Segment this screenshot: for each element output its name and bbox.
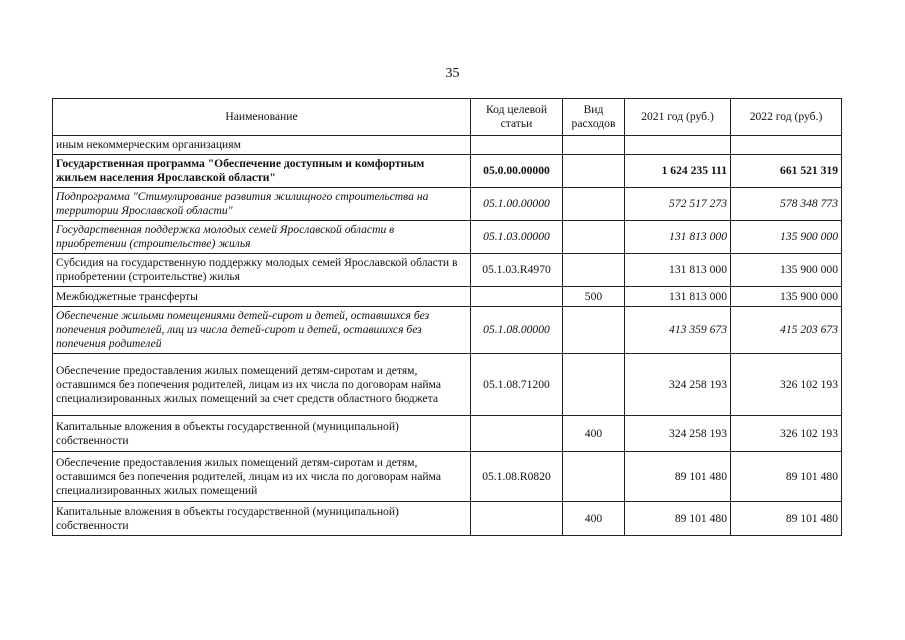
table-row [53, 188, 842, 221]
table-row [53, 416, 842, 452]
row-2021-cell: 131 813 000 [625, 287, 731, 307]
table-row [53, 136, 842, 155]
row-2021-cell [625, 136, 731, 155]
header-2021: 2021 год (руб.) [625, 99, 731, 136]
row-2022-cell: 89 101 480 [731, 502, 842, 536]
header-kind: Вид расходов [563, 99, 625, 136]
row-kind-cell: 500 [563, 287, 625, 307]
row-code-cell: 05.1.08.00000 [471, 307, 563, 354]
row-code-cell: 05.1.00.00000 [471, 188, 563, 221]
row-2022-cell: 578 348 773 [731, 188, 842, 221]
row-2021-cell: 324 258 193 [625, 354, 731, 416]
row-name-cell: Обеспечение предоставления жилых помещений детям-сиротам и детям, оставшимся без попечения родителей, лицам из их числа по договорам найма специализированных жилых помещений за счет средств областного бюджета [53, 354, 471, 416]
header-code: Код целевой статьи [471, 99, 563, 136]
table-row [53, 502, 842, 536]
row-code-cell: 05.1.08.R0820 [471, 452, 563, 502]
row-2021-cell: 1 624 235 111 [625, 155, 731, 188]
row-2021-cell: 89 101 480 [625, 502, 731, 536]
table-row [53, 287, 842, 307]
row-2022-cell: 135 900 000 [731, 221, 842, 254]
row-2021-cell: 131 813 000 [625, 221, 731, 254]
table-row [53, 254, 842, 287]
row-code-cell [471, 502, 563, 536]
table-header [53, 99, 842, 136]
row-2021-cell: 89 101 480 [625, 452, 731, 502]
row-name-cell: Обеспечение предоставления жилых помещений детям-сиротам и детям, оставшимся без попечения родителей, лицам из их числа по договорам найма специализированных жилых помещений [53, 452, 471, 502]
row-2022-cell: 326 102 193 [731, 416, 842, 452]
header-2022: 2022 год (руб.) [731, 99, 842, 136]
row-code-cell [471, 287, 563, 307]
table-row [53, 354, 842, 416]
row-kind-cell: 400 [563, 416, 625, 452]
page-number: 35 [445, 66, 460, 81]
header-name: Наименование [53, 99, 471, 136]
row-2022-cell: 326 102 193 [731, 354, 842, 416]
row-2021-cell: 324 258 193 [625, 416, 731, 452]
row-name-cell: Государственная поддержка молодых семей Ярославской области в приобретении (строительстве) жилья [53, 221, 471, 254]
row-code-cell [471, 136, 563, 155]
row-kind-cell [563, 452, 625, 502]
row-code-cell: 05.1.03.R4970 [471, 254, 563, 287]
row-code-cell: 05.1.03.00000 [471, 221, 563, 254]
row-name-cell: Межбюджетные трансферты [53, 287, 471, 307]
row-2022-cell: 661 521 319 [731, 155, 842, 188]
table-row [53, 452, 842, 502]
row-2022-cell: 135 900 000 [731, 287, 842, 307]
row-code-cell: 05.0.00.00000 [471, 155, 563, 188]
row-kind-cell [563, 307, 625, 354]
table-row [53, 155, 842, 188]
row-kind-cell [563, 188, 625, 221]
row-kind-cell [563, 155, 625, 188]
budget-table [52, 98, 842, 536]
row-name-cell: Подпрограмма "Стимулирование развития жилищного строительства на территории Ярославской области" [53, 188, 471, 221]
table-row [53, 307, 842, 354]
row-code-cell: 05.1.08.71200 [471, 354, 563, 416]
row-kind-cell [563, 221, 625, 254]
row-name-cell: Капитальные вложения в объекты государственной (муниципальной) собственности [53, 416, 471, 452]
row-2022-cell: 135 900 000 [731, 254, 842, 287]
row-2021-cell: 131 813 000 [625, 254, 731, 287]
row-kind-cell: 400 [563, 502, 625, 536]
row-name-cell: Субсидия на государственную поддержку молодых семей Ярославской области в приобретении (строительстве) жилья [53, 254, 471, 287]
row-2021-cell: 413 359 673 [625, 307, 731, 354]
row-kind-cell [563, 136, 625, 155]
row-name-cell: Обеспечение жилыми помещениями детей-сирот и детей, оставшихся без попечения родителей, лиц из числа детей-сирот и детей, оставшихся без попечения родителей [53, 307, 471, 354]
row-kind-cell [563, 354, 625, 416]
row-2022-cell [731, 136, 842, 155]
row-name-cell: иным некоммерческим организациям [53, 136, 471, 155]
row-name-cell: Капитальные вложения в объекты государственной (муниципальной) собственности [53, 502, 471, 536]
table-body [53, 136, 842, 536]
row-2021-cell: 572 517 273 [625, 188, 731, 221]
row-2022-cell: 89 101 480 [731, 452, 842, 502]
table-row [53, 221, 842, 254]
row-code-cell [471, 416, 563, 452]
row-name-cell: Государственная программа "Обеспечение доступным и комфортным жильем населения Ярославской области" [53, 155, 471, 188]
row-2022-cell: 415 203 673 [731, 307, 842, 354]
row-kind-cell [563, 254, 625, 287]
header-row [53, 99, 842, 136]
